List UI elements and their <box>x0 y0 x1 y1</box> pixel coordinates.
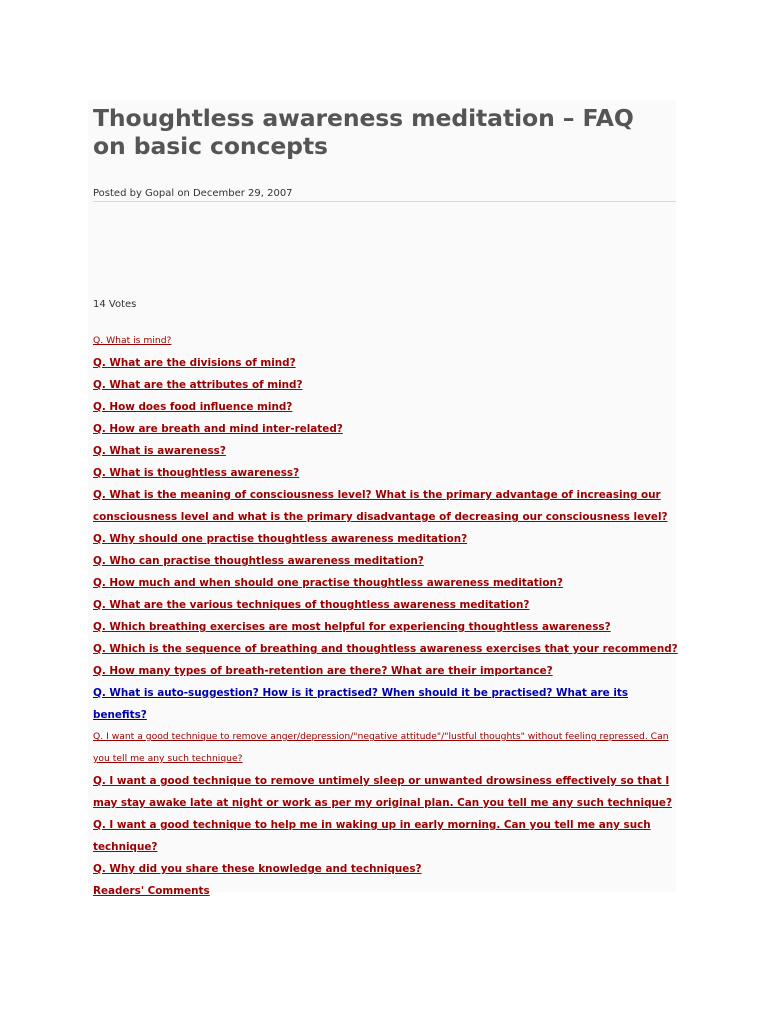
faq-link-remove-anger[interactable]: Q. I want a good technique to remove anger/depression/"negative attitude"/"lustful thoughts" without feeling repressed. Can you tell me any such technique? <box>93 731 669 764</box>
article-title: Thoughtless awareness meditation – FAQ on basic concepts <box>93 104 634 160</box>
divider <box>93 201 676 202</box>
document-page <box>88 100 678 897</box>
faq-link-attributes-of-mind[interactable]: Q. What are the attributes of mind? <box>93 379 303 391</box>
faq-link-who-can-practise[interactable]: Q. Who can practise thoughtless awareness meditation? <box>93 555 424 567</box>
faq-link-breath-retention[interactable]: Q. How many types of breath-retention are there? What are their importance? <box>93 665 553 677</box>
faq-link-list <box>93 330 678 902</box>
faq-link-thoughtless-awareness[interactable]: Q. What is thoughtless awareness? <box>93 467 300 479</box>
faq-link-sequence[interactable]: Q. Which is the sequence of breathing and thoughtless awareness exercises that your recommend? <box>93 643 678 655</box>
vote-count: 14 Votes <box>93 299 137 310</box>
faq-link-techniques[interactable]: Q. What are the various techniques of thoughtless awareness meditation? <box>93 599 530 611</box>
post-meta: Posted by Gopal on December 29, 2007 <box>93 188 293 199</box>
faq-link-waking-up[interactable]: Q. I want a good technique to help me in waking up in early morning. Can you tell me any such technique? <box>93 819 651 853</box>
faq-link-auto-suggestion[interactable]: Q. What is auto-suggestion? How is it practised? When should it be practised? What are its benefits? <box>93 687 629 721</box>
readers-comments-link[interactable]: Readers' Comments <box>93 885 210 897</box>
faq-link-divisions-of-mind[interactable]: Q. What are the divisions of mind? <box>93 357 296 369</box>
faq-link-how-much-when[interactable]: Q. How much and when should one practise thoughtless awareness meditation? <box>93 577 563 589</box>
faq-link-why-share[interactable]: Q. Why did you share these knowledge and techniques? <box>93 863 422 875</box>
faq-link-what-is-awareness[interactable]: Q. What is awareness? <box>93 445 226 457</box>
faq-link-consciousness-level[interactable]: Q. What is the meaning of consciousness level? What is the primary advantage of increasing our consciousness level and what is the primary disadvantage of decreasing our consciousness level? <box>93 489 668 523</box>
faq-link-breathing-exercises[interactable]: Q. Which breathing exercises are most helpful for experiencing thoughtless awareness? <box>93 621 611 633</box>
faq-link-what-is-mind[interactable]: Q. What is mind? <box>93 335 172 346</box>
faq-link-remove-drowsiness[interactable]: Q. I want a good technique to remove untimely sleep or unwanted drowsiness effectively so that I may stay awake late at night or work as per my original plan. Can you tell me any such technique? <box>93 775 672 809</box>
faq-link-why-practise[interactable]: Q. Why should one practise thoughtless awareness meditation? <box>93 533 468 545</box>
faq-link-food-influence[interactable]: Q. How does food influence mind? <box>93 401 293 413</box>
faq-link-breath-and-mind[interactable]: Q. How are breath and mind inter-related? <box>93 423 343 435</box>
